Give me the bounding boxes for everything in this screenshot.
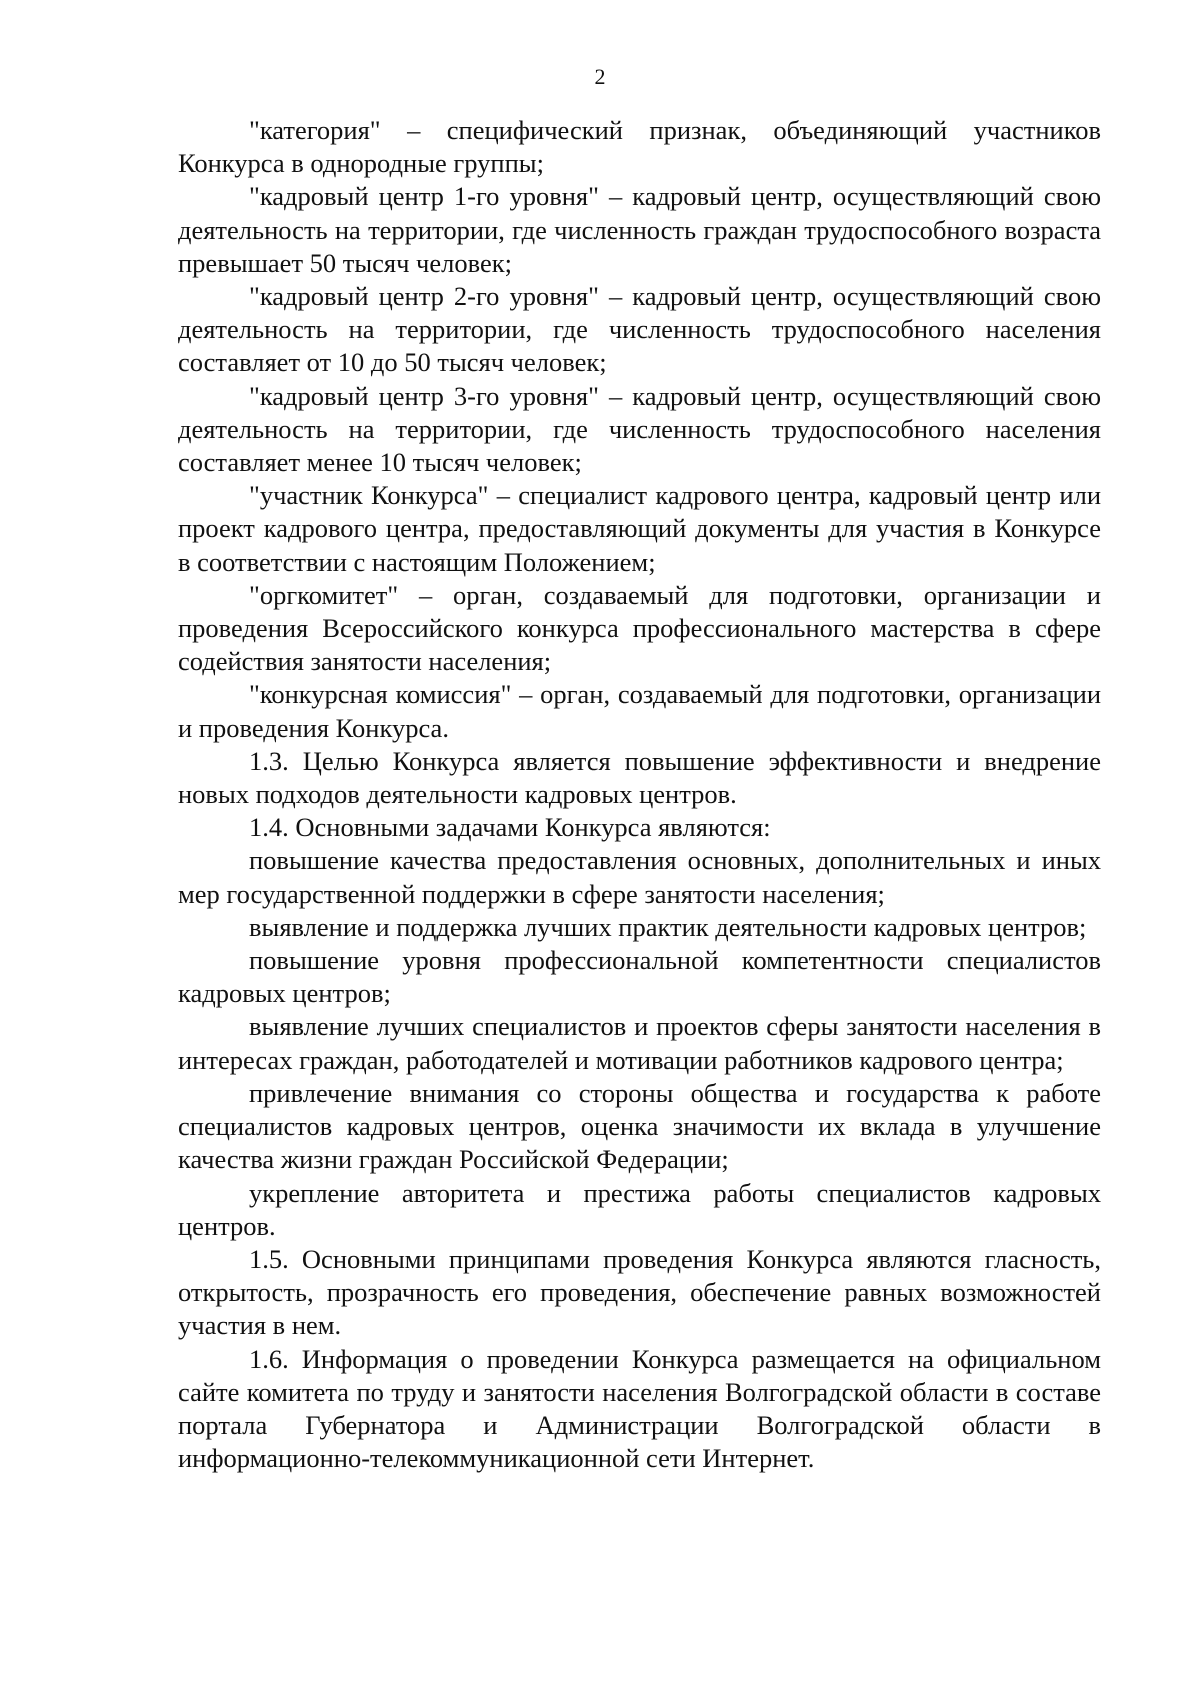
clause-1-4: 1.4. Основными задачами Конкурса являются:: [249, 812, 771, 843]
task-item: выявление лучших специалистов и проектов сферы занятости населения в интересах граждан, работодателей и мотивации работников кадрового центра;: [178, 1011, 1101, 1075]
definition-level-2-center: "кадровый центр 2-го уровня" – кадровый центр, осуществляющий свою деятельность на территории, где численность трудоспособного населения составляет от 10 до 50 тысяч человек;: [178, 281, 1101, 378]
task-item: выявление и поддержка лучших практик деятельности кадровых центров;: [249, 911, 1087, 942]
definition-category: "категория" – специфический признак, объединяющий участников Конкурса в однородные группы;: [178, 115, 1101, 179]
clause-1-3: 1.3. Целью Конкурса является повышение эффективности и внедрение новых подходов деятельности кадровых центров.: [178, 745, 1101, 810]
task-item: повышение качества предоставления основных, дополнительных и иных мер государственной поддержки в сфере занятости населения;: [178, 845, 1101, 909]
clause-1-5: 1.5. Основными принципами проведения Конкурса являются гласность, открытость, прозрачность его проведения, обеспечение равных возможностей участия в нем.: [178, 1243, 1101, 1341]
definition-level-3-center: "кадровый центр 3-го уровня" – кадровый центр, осуществляющий свою деятельность на территории, где численность трудоспособного населения составляет менее 10 тысяч человек;: [178, 380, 1101, 478]
clause-1-6: 1.6. Информация о проведении Конкурса размещается на официальном сайте комитета по труду и занятости населения Волгоградской области в составе портала Губернатора и Администрации Волгоградской области в информационно-телекоммуникационной сети Интернет.: [178, 1343, 1101, 1474]
definition-orgcommittee: "оргкомитет" – орган, создаваемый для подготовки, организации и проведения Всероссийского конкурса профессионального мастерства в сфере содействия занятости населения;: [178, 579, 1101, 677]
task-item: укрепление авторитета и престижа работы специалистов кадровых центров.: [178, 1177, 1101, 1241]
task-item: повышение уровня профессиональной компетентности специалистов кадровых центров;: [178, 945, 1101, 1009]
task-item: привлечение внимания со стороны общества и государства к работе специалистов кадровых центров, оценка значимости их вклада в улучшение качества жизни граждан Российской Федерации;: [178, 1077, 1101, 1175]
definition-level-1-center: "кадровый центр 1-го уровня" – кадровый центр, осуществляющий свою деятельность на территории, где численность граждан трудоспособного возраста превышает 50 тысяч человек;: [178, 181, 1101, 278]
page-number: 2: [594, 64, 606, 89]
definition-competition-commission: "конкурсная комиссия" – орган, создаваемый для подготовки, организации и проведения Конкурса.: [178, 679, 1101, 743]
definition-participant: "участник Конкурса" – специалист кадрового центра, кадровый центр или проект кадрового центра, предоставляющий документы для участия в Конкурсе в соответствии с настоящим Положением;: [178, 480, 1101, 577]
document-body: [178, 114, 1101, 1475]
